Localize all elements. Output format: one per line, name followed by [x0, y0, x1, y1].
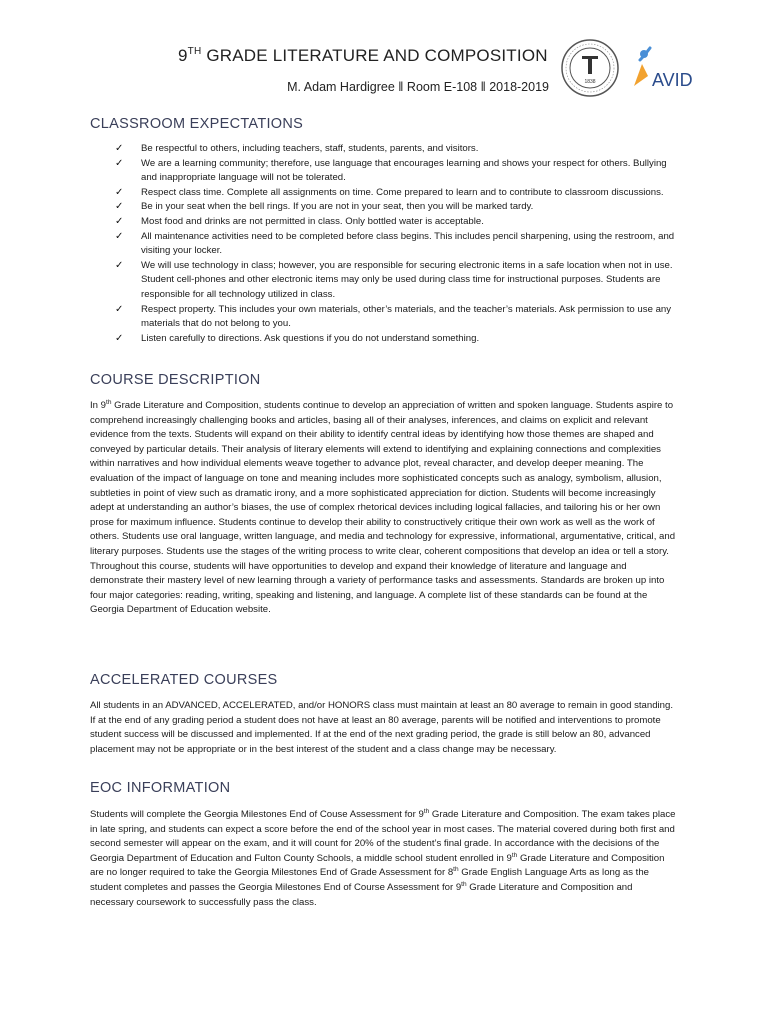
checkmark-icon: ✓	[115, 157, 124, 169]
expectation-item	[90, 303, 678, 332]
accelerated-courses-body	[90, 699, 678, 757]
eoc-information-body	[90, 808, 678, 910]
checkmark-icon: ✓	[115, 186, 124, 198]
course-description-lead: In 9	[90, 400, 107, 411]
eoc-text-4: Grade English Language Arts as long as the student completes and passes the Georgia Milestones End of Course Assessment for 9	[90, 867, 649, 893]
eoc-text-2: Grade Literature and Composition. The exam takes place in late spring, and students can expect a score before the end of the school year in most cases. The material covered during both first and second semester will appear on the exam, and it will count for 20% of the student’s final grade. In accordance with the decisions of the Georgia Department of Education and Fulton County Schools, a middle school student enrolled in 9	[90, 809, 676, 864]
expectation-text: We will use technology in class; however, you are responsible for securing electronic items in a safe location when not in use. Student cell-phones and other electronic items may only be used during class time for instructional purposes. Students are responsible for all technology utilized in class.	[141, 259, 673, 300]
checkmark-icon: ✓	[115, 230, 124, 242]
checkmark-icon: ✓	[115, 259, 124, 271]
course-description-text: Grade Literature and Composition, students continue to develop an appreciation of written and spoken language. Students aspire to comprehend increasingly challenging books and articles, basing all of their analyses, inferences, and claims on explicit and relevant evidence from the texts. Students will expand on their ability to identify central ideas by identifying how those themes are shaped and conveyed by particular details. Their analysis of literary elements will extend to identifying and explaining connections and complexities within narratives and how individual elements weave together to advance plot, reveal character, and develop deeper meaning. The evaluation of the impact of language on tone and meaning includes more sophisticated concepts such as analogy, symbolism, allusion, subtleties in point of view such as dramatic irony, and a more sophisticated appreciation for diction. Students will become increasingly adept at understanding an author’s biases, the use of complex rhetorical devices including logical fallacies, and tailoring his or her own prose for maximum influence. Students continue to develop their ability to constructively critique their own work as well as the work of others. Students use oral language, written language, and media and technology for expressive, informational, argumentative, critical, and literary purposes. Students use the stages of the writing process to write clear, coherent compositions that develop an idea or tell a story. Throughout this course, students will have opportunities to develop and expand their knowledge of literature and language and demonstrate their mastery level of new learning through a variety of performance tasks and assessments. Standards are broken up into four major categories: reading, writing, speaking and listening, and language. A complete list of these standards can be found at the Georgia Department of Education website.	[90, 400, 676, 616]
title-text: GRADE LITERATURE AND COMPOSITION	[201, 46, 548, 65]
expectation-text: Be respectful to others, including teachers, staff, students, parents, and visitors.	[141, 143, 479, 154]
expectation-text: All maintenance activities need to be completed before class begins. This includes pencil sharpening, using the restroom, and visiting your locker.	[141, 230, 675, 257]
classroom-expectations-heading: CLASSROOM EXPECTATIONS	[90, 116, 304, 132]
eoc-sup-2: th	[511, 851, 518, 859]
eoc-text-1: Students will complete the Georgia Milestones End of Couse Assessment for 9	[90, 809, 424, 820]
expectation-text: We are a learning community; therefore, use language that encourages learning and shows your respect for others. Bullying and inappropriate language will not be tolerated.	[141, 157, 667, 184]
expectation-item	[90, 230, 678, 259]
classroom-expectations-list-container	[90, 142, 678, 346]
avid-logo	[628, 42, 710, 92]
checkmark-icon: ✓	[115, 215, 124, 227]
seal-year: 1838	[584, 79, 596, 85]
eoc-sup-4: th	[461, 880, 467, 888]
expectation-item	[90, 200, 678, 215]
document-header	[0, 0, 768, 110]
checkmark-icon: ✓	[115, 303, 124, 315]
eoc-text-5: Grade Literature and Composition and necessary coursework to successfully pass the class.	[90, 881, 633, 908]
expectation-item	[90, 186, 678, 201]
title-superscript: TH	[187, 46, 202, 57]
document-title	[178, 46, 548, 66]
expectation-item	[90, 215, 678, 230]
course-description-heading: COURSE DESCRIPTION	[90, 372, 261, 388]
eoc-sup-1: th	[423, 808, 430, 815]
expectation-text: Respect property. This includes your own materials, other’s materials, and the teacher’s materials. Ask permission to use any materials that do not belong to you.	[141, 303, 672, 330]
school-seal-icon	[560, 38, 620, 98]
course-description-paragraph	[90, 399, 678, 618]
teacher-room-year: M. Adam Hardigree ‖ Room E-108 ‖ 2018-2019	[287, 80, 549, 94]
expectation-item	[90, 332, 678, 347]
expectation-text: Respect class time. Complete all assignments on time. Come prepared to learn and to contribute to classroom discussions.	[141, 186, 664, 198]
accelerated-courses-paragraph: All students in an ADVANCED, ACCELERATED, and/or HONORS class must maintain at least an 80 average to remain in good standing. If at the end of any grading period a student does not have at least an 80 average, parents will be notified and interventions to promote student success will be discussed and implemented. If at the end of the next grading period, the grade is still below an 80, advanced placement may not be appropriate or in the best interest of the student and a class change may be necessary.	[90, 700, 674, 755]
course-description-sup: th	[106, 399, 112, 406]
accelerated-courses-heading: ACCELERATED COURSES	[90, 672, 278, 688]
checkmark-icon: ✓	[115, 201, 124, 213]
classroom-expectations-list	[90, 142, 678, 346]
expectation-item	[90, 142, 678, 157]
eoc-sup-3: th	[453, 866, 459, 874]
expectation-text: Be in your seat when the bell rings. If you are not in your seat, then you will be marked tardy.	[141, 201, 534, 213]
eoc-information-paragraph	[90, 808, 678, 910]
title-grade-number: 9	[178, 46, 188, 65]
expectation-item	[90, 259, 678, 303]
avid-logo-text: AVID	[652, 70, 693, 90]
expectation-text: Most food and drinks are not permitted in class. Only bottled water is acceptable.	[141, 215, 484, 227]
checkmark-icon: ✓	[115, 143, 124, 154]
eoc-information-heading: EOC INFORMATION	[90, 780, 231, 796]
expectation-text: Listen carefully to directions. Ask questions if you do not understand something.	[141, 332, 480, 344]
eoc-text-3: Grade Literature and Composition are no longer required to take the Georgia Milestones End of Grade Assessment for 8	[90, 852, 665, 879]
checkmark-icon: ✓	[115, 332, 124, 344]
course-description-body	[90, 399, 678, 618]
expectation-item	[90, 157, 678, 186]
